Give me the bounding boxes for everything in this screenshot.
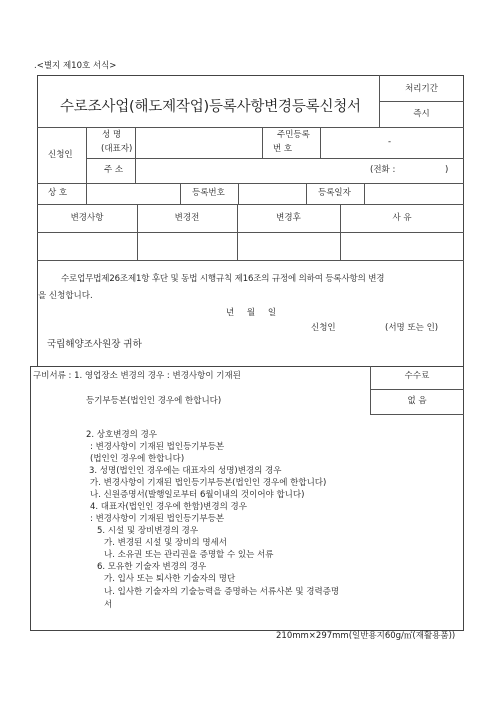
doc-item: : 변경사항이 기재된 법인등기부등본 xyxy=(90,514,225,524)
doc-item: 2. 상호변경의 경우 xyxy=(86,430,157,440)
phone-label: (전화 : xyxy=(370,165,396,175)
name-field[interactable] xyxy=(136,128,262,158)
statement-line-1: 수로업무법제26조제1항 후단 및 동법 시행규칙 제16조의 규정에 의하여 등록사항의 변경 xyxy=(61,274,385,284)
column-before: 변경전 xyxy=(174,213,200,223)
phone-close: ) xyxy=(445,165,449,175)
trade-name-label: 상 호 xyxy=(48,188,68,198)
signer-label: 신청인 xyxy=(311,323,336,333)
registration-number-field[interactable] xyxy=(239,184,305,203)
documents-item-1b: 등기부등본(법인인 경우에 한합니다) xyxy=(86,396,222,406)
column-change-item: 변경사항 xyxy=(70,213,104,223)
trade-name-field[interactable] xyxy=(87,184,179,203)
documents-header: 구비서류 : 1. 영업장소 변경의 경우 : 변경사항이 기재된 xyxy=(33,371,241,381)
doc-item: 가. 변경사항이 기재된 법인등기부등본(법인인 경우에 한합니다) xyxy=(90,478,327,488)
registration-date-field[interactable] xyxy=(365,184,463,203)
processing-period-value: 즉시 xyxy=(413,109,430,119)
doc-item: 6. 모유한 기술자 변경의 경우 xyxy=(97,562,207,572)
id-number-field[interactable] xyxy=(321,128,463,158)
processing-period-label: 처리기간 xyxy=(405,84,438,94)
column-after: 변경후 xyxy=(276,213,301,223)
doc-item: 가. 입사 또는 퇴사한 기술자의 명단 xyxy=(104,574,236,584)
paper-spec-footer: 210mm×297mm(일반용지60g/㎡(재활용품)) xyxy=(276,631,456,641)
applicant-label: 신청인 xyxy=(48,150,73,160)
change-before-cell[interactable] xyxy=(138,233,236,259)
form-title: 수로조사업(해도제작업)등록사항변경등록신청서 xyxy=(60,99,361,115)
signature-note: (서명 또는 인) xyxy=(385,323,439,333)
doc-item: 3. 성명(법인인 경우에는 대표자의 성명)변경의 경우 xyxy=(89,466,282,476)
doc-item: 나. 신원증명서(발행일로부터 6월이내의 것이어야 합니다) xyxy=(90,490,305,500)
name-label: 성 명 xyxy=(102,130,122,140)
form-reference: .<별지 제10호 서식> xyxy=(34,61,117,71)
doc-item: 5. 시설 및 장비변경의 경우 xyxy=(97,526,199,536)
address-label: 주 소 xyxy=(104,165,124,175)
statement-line-2: 을 신청합니다. xyxy=(38,291,93,301)
id-number-label-1: 주민등록 xyxy=(277,130,310,140)
registration-date-label: 등록일자 xyxy=(318,188,351,198)
addressee: 국립해양조사원장 귀하 xyxy=(47,339,142,350)
change-item-cell[interactable] xyxy=(38,233,136,259)
doc-item: 나. 입사한 기술자의 기술능력을 증명하는 서류사본 및 경력증명 xyxy=(104,587,340,597)
fee-value: 없 음 xyxy=(407,396,427,406)
id-number-label-2: 번 호 xyxy=(273,144,293,154)
change-after-cell[interactable] xyxy=(238,233,339,259)
doc-item: 4. 대표자(법인인 경우에 한함)변경의 경우 xyxy=(90,502,247,512)
id-number-value: - xyxy=(388,137,392,147)
fee-label: 수수료 xyxy=(404,371,430,381)
address-field[interactable] xyxy=(136,159,366,182)
doc-item: (법인인 경우에 한합니다) xyxy=(90,454,185,464)
change-reason-cell[interactable] xyxy=(341,233,463,259)
column-reason: 사 유 xyxy=(392,213,412,223)
doc-item: 가. 변경된 시설 및 장비의 명세서 xyxy=(104,538,227,548)
registration-number-label: 등록번호 xyxy=(192,188,225,198)
doc-item: : 변경사항이 기재된 법인등기부등본 xyxy=(90,442,225,452)
doc-item: 나. 소유권 또는 관리권을 증명할 수 있는 서류 xyxy=(104,550,274,560)
representative-label: (대표자) xyxy=(101,144,133,154)
doc-item: 서 xyxy=(104,600,113,610)
application-date: 년 월 일 xyxy=(226,308,277,318)
